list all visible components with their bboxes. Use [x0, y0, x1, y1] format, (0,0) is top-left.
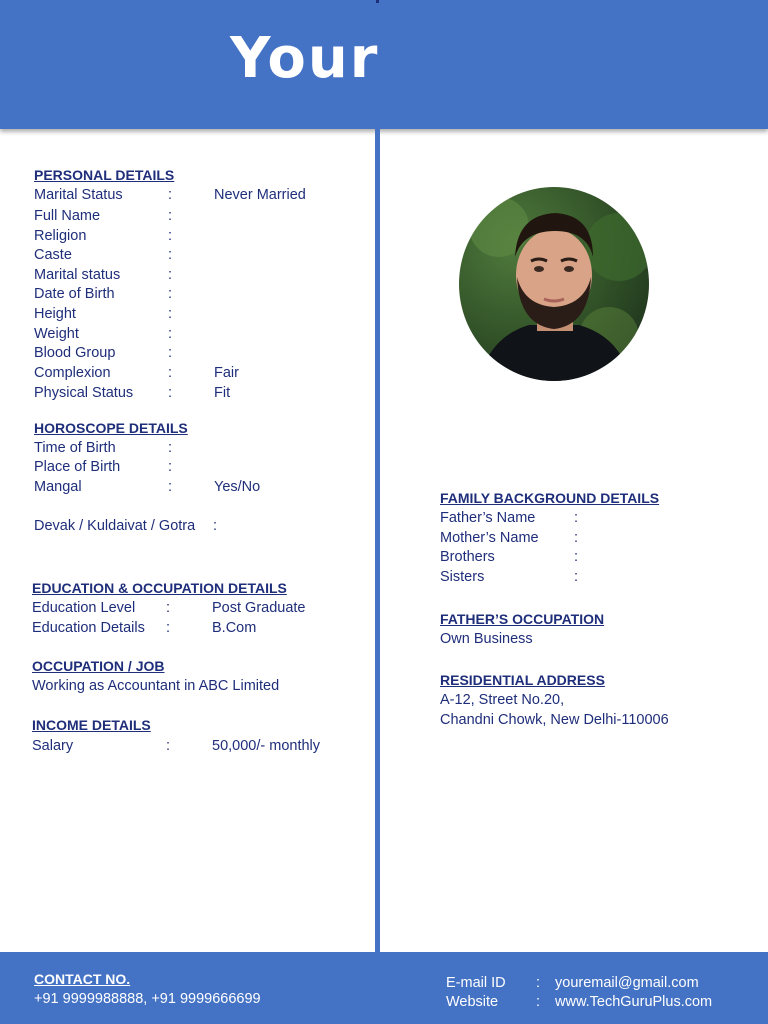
colon: :: [536, 994, 541, 1010]
education-label: Education Details: [32, 620, 145, 636]
residential-address-heading: RESIDENTIAL ADDRESS: [440, 672, 605, 688]
personal-label: Height: [34, 306, 76, 322]
education-value: Post Graduate: [212, 600, 306, 616]
father-occupation-heading: FATHER’S OCCUPATION: [440, 611, 605, 627]
horoscope-value: Yes/No: [214, 479, 261, 495]
address-line-2: Chandni Chowk, New Delhi-110006: [440, 712, 669, 728]
personal-value: Fit: [214, 385, 231, 401]
colon: :: [168, 247, 173, 263]
header-banner: [0, 0, 768, 129]
family-label: Brothers: [440, 549, 495, 565]
colon: :: [168, 286, 173, 302]
colon: :: [536, 975, 541, 991]
horoscope-label: Place of Birth: [34, 459, 121, 475]
colon: :: [168, 479, 173, 495]
personal-label: Physical Status: [34, 385, 134, 401]
website-link[interactable]: www.TechGuruPlus.com: [555, 994, 713, 1010]
colon: :: [168, 228, 173, 244]
email-label: E-mail ID: [446, 975, 506, 991]
colon: :: [166, 600, 171, 616]
personal-value: Never Married: [214, 187, 306, 203]
occupation-heading: OCCUPATION / JOB: [32, 658, 165, 674]
address-line-1: A-12, Street No.20,: [440, 692, 565, 708]
colon: :: [168, 326, 173, 342]
colon: :: [574, 549, 579, 565]
email-link[interactable]: youremail@gmail.com: [555, 975, 699, 991]
profile-photo: [459, 187, 649, 381]
father-occupation-text: Own Business: [440, 631, 533, 647]
colon: :: [168, 440, 173, 456]
colon: :: [213, 518, 218, 534]
horoscope-label: Mangal: [34, 479, 82, 495]
website-label: Website: [446, 994, 499, 1010]
contact-heading: CONTACT NO.: [34, 971, 131, 987]
family-background-heading: FAMILY BACKGROUND DETAILS: [440, 490, 660, 506]
personal-label: Religion: [34, 228, 87, 244]
education-label: Education Level: [32, 600, 136, 616]
family-label: Mother’s Name: [440, 530, 539, 546]
personal-value: Fair: [214, 365, 239, 381]
person-portrait-icon: [459, 187, 649, 381]
personal-label: Marital Status: [34, 187, 123, 203]
income-heading: INCOME DETAILS: [32, 717, 151, 733]
page-title: Your: [230, 26, 380, 91]
contact-phones: +91 9999988888, +91 9999666699: [34, 991, 261, 1007]
colon: :: [168, 267, 173, 283]
personal-label: Caste: [34, 247, 72, 263]
colon: :: [168, 208, 173, 224]
gotra-label: Devak / Kuldaivat / Gotra: [34, 518, 196, 534]
horoscope-details-heading: HOROSCOPE DETAILS: [34, 420, 188, 436]
income-value: 50,000/- monthly: [212, 738, 321, 754]
colon: :: [166, 738, 171, 754]
family-label: Father’s Name: [440, 510, 536, 526]
personal-label: Weight: [34, 326, 79, 342]
income-label: Salary: [32, 738, 74, 754]
colon: :: [574, 510, 579, 526]
colon: :: [168, 385, 173, 401]
education-value: B.Com: [212, 620, 257, 636]
colon: :: [574, 530, 579, 546]
personal-label: Marital status: [34, 267, 121, 283]
colon: :: [168, 187, 173, 203]
family-label: Sisters: [440, 569, 485, 585]
personal-label: Full Name: [34, 208, 101, 224]
colon: :: [574, 569, 579, 585]
occupation-text: Working as Accountant in ABC Limited: [32, 678, 280, 694]
column-divider: [375, 129, 380, 952]
top-marker: [376, 0, 379, 3]
horoscope-label: Time of Birth: [34, 440, 116, 456]
personal-label: Blood Group: [34, 345, 116, 361]
education-heading: EDUCATION & OCCUPATION DETAILS: [32, 580, 287, 596]
colon: :: [168, 306, 173, 322]
personal-details-heading: PERSONAL DETAILS: [34, 167, 175, 183]
personal-label: Date of Birth: [34, 286, 115, 302]
colon: :: [168, 365, 173, 381]
colon: :: [168, 345, 173, 361]
colon: :: [166, 620, 171, 636]
colon: :: [168, 459, 173, 475]
personal-label: Complexion: [34, 365, 111, 381]
